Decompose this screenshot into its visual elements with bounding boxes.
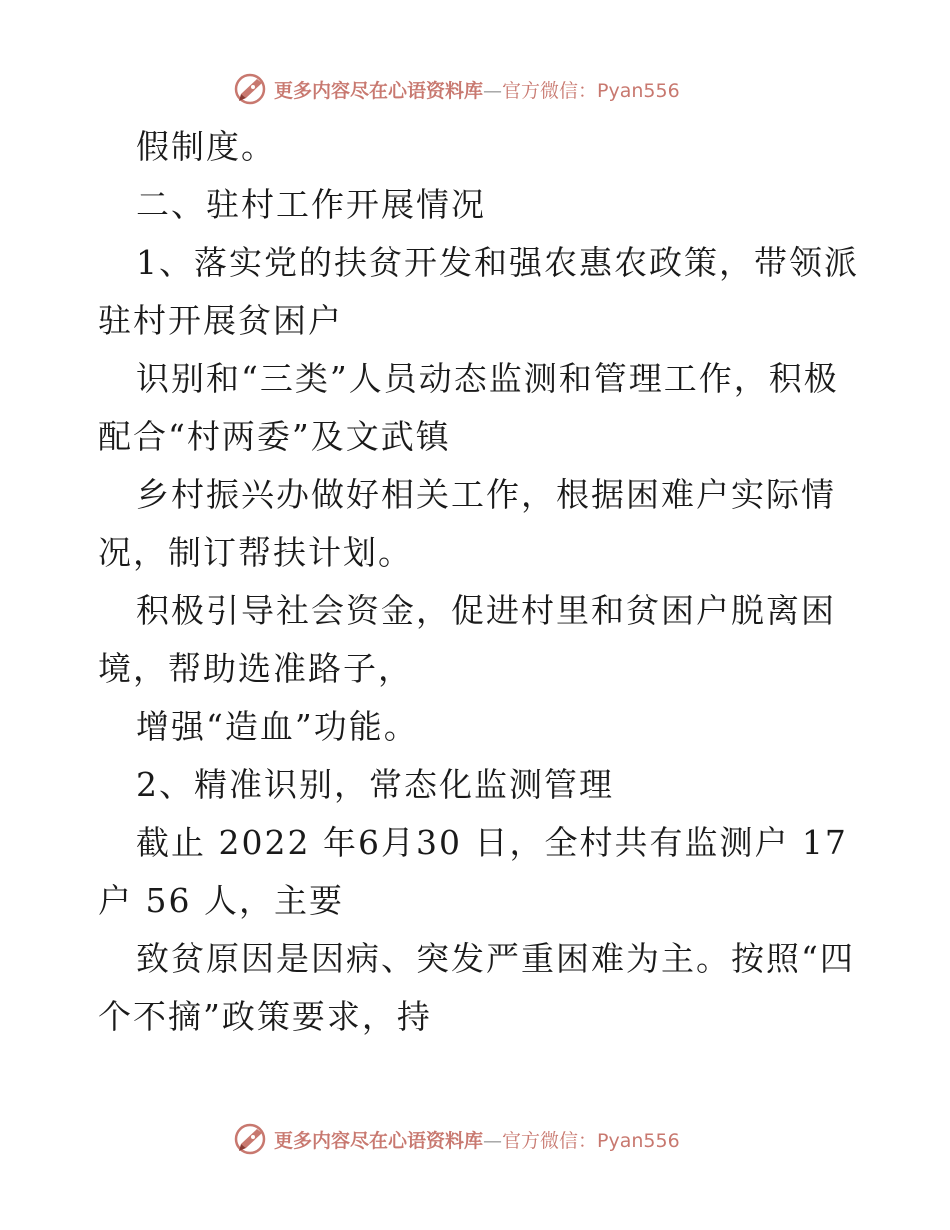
watermark-dash: —: [483, 1130, 503, 1152]
paragraph-line: 识别和“三类”人员动态监测和管理工作，积极: [136, 359, 839, 398]
paragraph-line: 驻村开展贫困户: [98, 301, 343, 340]
watermark-wechat-id: Pyan556: [597, 80, 680, 102]
paragraph-line: 1、落实党的扶贫开发和强农惠农政策，带领派: [136, 243, 859, 282]
paragraph-line: 户 56 人，主要: [98, 881, 344, 920]
watermark-official-label: 官方微信：: [502, 80, 598, 102]
pen-logo-icon: [233, 70, 269, 106]
watermark-site-label: 更多内容尽在心语资料库: [274, 80, 484, 102]
watermark-dash: —: [483, 80, 503, 102]
paragraph-line: 积极引导社会资金，促进村里和贫困户脱离困: [136, 591, 836, 630]
watermark-official-label: 官方微信：: [502, 1130, 598, 1152]
paragraph-line: 增强“造血”功能。: [136, 707, 419, 746]
paragraph-line: 乡村振兴办做好相关工作，根据困难户实际情: [136, 475, 836, 514]
pen-logo-icon: [233, 1120, 269, 1156]
watermark-text: [274, 76, 680, 103]
paragraph-line: 致贫原因是因病、突发严重困难为主。按照“四: [136, 939, 855, 978]
watermark-site-label: 更多内容尽在心语资料库: [274, 1130, 484, 1152]
paragraph-line: 截止 2022 年6月30 日，全村共有监测户 17: [136, 823, 848, 862]
watermark-wechat-id: Pyan556: [597, 1130, 680, 1152]
paragraph-line: 假制度。: [136, 127, 276, 166]
paragraph-line: 况，制订帮扶计划。: [98, 533, 413, 572]
footer-watermark: [0, 1120, 950, 1160]
subsection-heading: 2、精准识别，常态化监测管理: [136, 765, 614, 804]
paragraph-line: 配合“村两委”及文武镇: [98, 417, 451, 456]
section-heading: 二、驻村工作开展情况: [136, 185, 486, 224]
watermark-text: [274, 1126, 680, 1153]
header-watermark: [0, 70, 950, 110]
paragraph-line: 个不摘”政策要求，持: [98, 997, 432, 1036]
paragraph-line: 境，帮助选准路子，: [98, 649, 413, 688]
